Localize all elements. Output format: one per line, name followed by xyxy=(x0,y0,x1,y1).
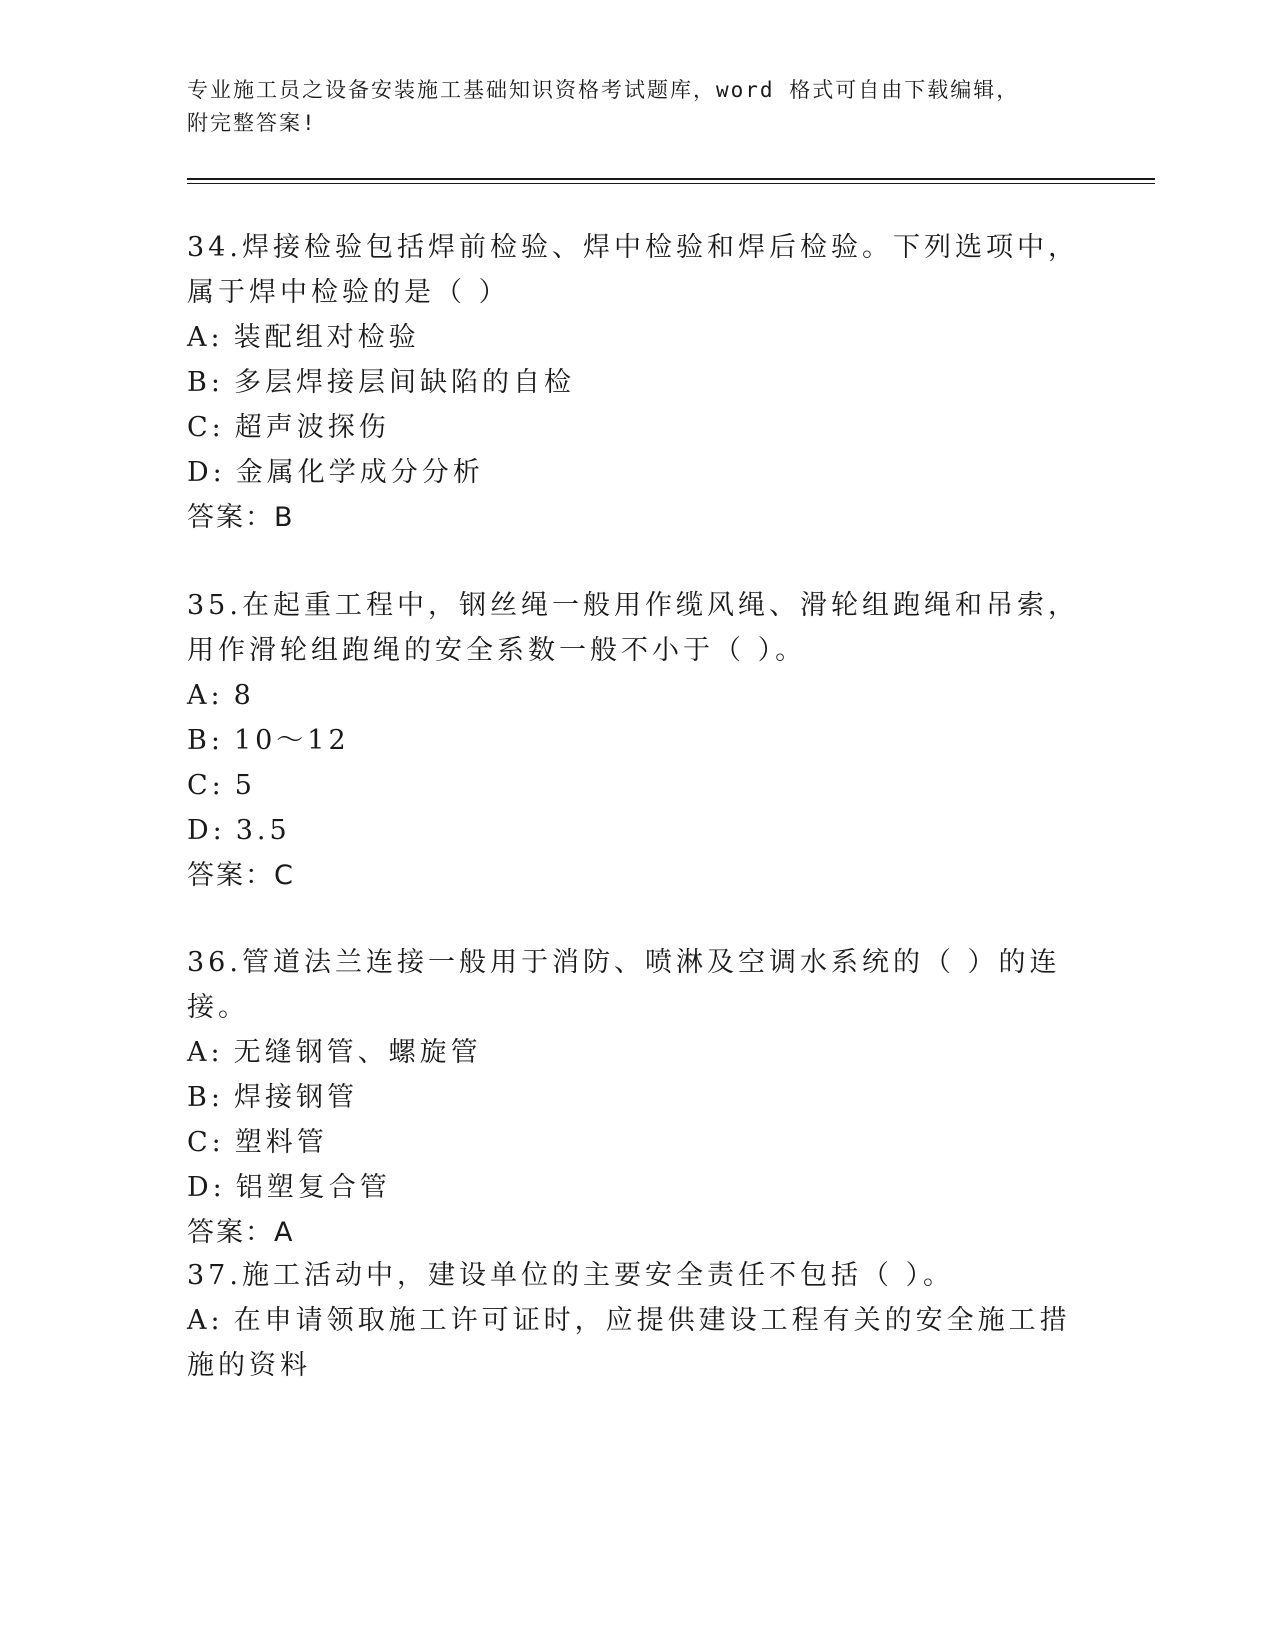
answer-label: 答案：B xyxy=(187,502,295,533)
question-stem: 34.焊接检验包括焊前检验、焊中检验和焊后检验。下列选项中，属于焊中检验的是（ ） xyxy=(187,232,1079,308)
answer-label: 答案：A xyxy=(187,1217,295,1248)
option-key: D: xyxy=(187,1172,226,1203)
option-text: 8 xyxy=(233,680,255,711)
option-c xyxy=(187,405,1087,450)
document-header xyxy=(187,74,1087,140)
option-d xyxy=(187,808,1087,853)
option-text: 5 xyxy=(234,770,256,801)
option-key: B: xyxy=(187,1082,224,1113)
option-a xyxy=(187,673,1087,718)
option-c xyxy=(187,763,1087,808)
option-text: 无缝钢管、螺旋管 xyxy=(233,1037,482,1068)
option-a xyxy=(187,315,1087,360)
option-key: A: xyxy=(187,1305,224,1336)
option-text: 超声波探伤 xyxy=(234,412,390,443)
option-a xyxy=(187,1030,1087,1075)
option-key: A: xyxy=(187,322,224,353)
option-text: 装配组对检验 xyxy=(233,322,420,353)
answer-label: 答案：C xyxy=(187,860,295,891)
option-key: C: xyxy=(187,1127,225,1158)
header-line-2: 附完整答案! xyxy=(187,111,317,135)
option-text: 多层焊接层间缺陷的自检 xyxy=(233,367,575,398)
option-d xyxy=(187,1165,1087,1210)
option-d xyxy=(187,450,1087,495)
header-divider-thick xyxy=(187,178,1155,180)
option-b xyxy=(187,718,1087,763)
option-text: 10～12 xyxy=(233,725,350,756)
option-text: 金属化学成分分析 xyxy=(235,457,484,488)
header-divider-thin xyxy=(187,183,1155,184)
option-b xyxy=(187,1075,1087,1120)
option-text: 铝塑复合管 xyxy=(235,1172,391,1203)
option-key: B: xyxy=(187,725,224,756)
option-a xyxy=(187,1298,1087,1388)
question-34 xyxy=(187,225,1087,540)
option-key: A: xyxy=(187,1037,224,1068)
option-key: B: xyxy=(187,367,224,398)
option-key: D: xyxy=(187,815,226,846)
option-key: C: xyxy=(187,770,225,801)
question-stem: 35.在起重工程中，钢丝绳一般用作缆风绳、滑轮组跑绳和吊索，用作滑轮组跑绳的安全系数一般不小于（ ）。 xyxy=(187,590,1079,666)
option-c xyxy=(187,1120,1087,1165)
question-36 xyxy=(187,940,1087,1255)
question-stem: 37.施工活动中，建设单位的主要安全责任不包括（ ）。 xyxy=(187,1260,955,1291)
option-key: A: xyxy=(187,680,224,711)
option-text: 3.5 xyxy=(235,815,291,846)
question-35 xyxy=(187,583,1087,898)
option-text: 在申请领取施工许可证时，应提供建设工程有关的安全施工措施的资料 xyxy=(187,1305,1071,1381)
option-key: C: xyxy=(187,412,225,443)
option-b xyxy=(187,360,1087,405)
question-stem: 36.管道法兰连接一般用于消防、喷淋及空调水系统的（ ）的连接。 xyxy=(187,947,1061,1023)
question-37 xyxy=(187,1253,1087,1388)
option-text: 焊接钢管 xyxy=(233,1082,358,1113)
header-line-1: 专业施工员之设备安装施工基础知识资格考试题库，word 格式可自由下载编辑， xyxy=(187,78,1020,102)
option-key: D: xyxy=(187,457,226,488)
option-text: 塑料管 xyxy=(234,1127,328,1158)
